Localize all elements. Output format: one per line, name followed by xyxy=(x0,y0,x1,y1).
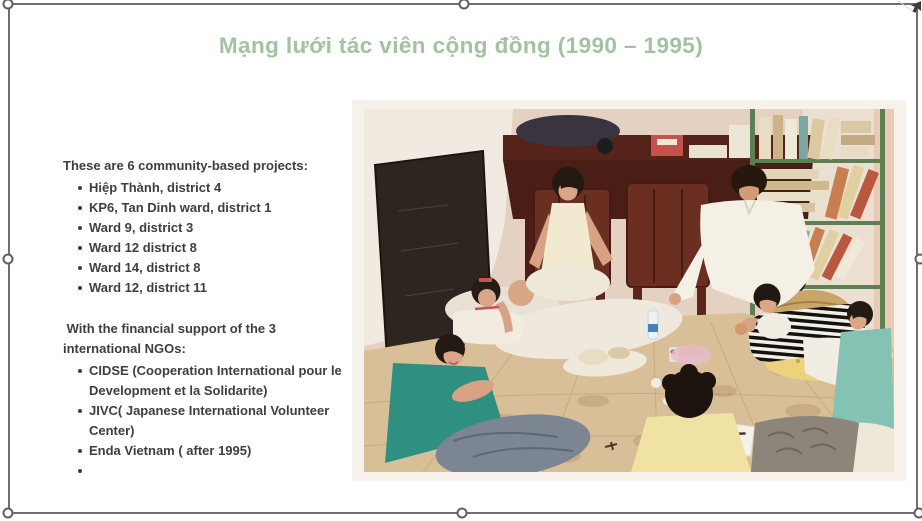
list-item: Ward 12, district 11 xyxy=(78,278,355,298)
slide-title[interactable]: Mạng lưới tác viên cộng đồng (1990 – 1995) xyxy=(218,33,704,58)
list-item: Ward 12 district 8 xyxy=(78,238,355,258)
resize-handle-middle-left[interactable] xyxy=(3,254,14,265)
resize-handle-bottom-center[interactable] xyxy=(457,508,468,519)
gray-bag xyxy=(751,416,859,472)
resize-handle-bottom-left[interactable] xyxy=(3,508,14,519)
list-item: CIDSE (Cooperation International pour le Development et la Solidarite) xyxy=(78,361,355,401)
list-item: Ward 14, district 8 xyxy=(78,258,355,278)
projects-heading: These are 6 community-based projects: xyxy=(63,158,308,173)
photo-illustration xyxy=(353,101,905,480)
ngos-heading: With the financial support of the 3 international NGOs: xyxy=(63,321,280,356)
list-item: Hiệp Thành, district 4 xyxy=(78,178,355,198)
resize-handle-bottom-right[interactable] xyxy=(914,508,922,519)
projects-list xyxy=(63,178,355,298)
list-item: Ward 9, district 3 xyxy=(78,218,355,238)
resize-handle-top-center[interactable] xyxy=(459,0,470,10)
list-item: KP6, Tan Dinh ward, district 1 xyxy=(78,198,355,218)
ngos-list xyxy=(63,361,355,481)
list-item: JIVC( Japanese International Volunteer Center) xyxy=(78,401,355,441)
list-item: Enda Vietnam ( after 1995) xyxy=(78,441,355,461)
resize-handle-top-left[interactable] xyxy=(3,0,14,10)
slide-body-textbox[interactable] xyxy=(63,156,355,481)
list-item xyxy=(78,461,355,481)
mouse-cursor-icon xyxy=(896,0,922,16)
resize-handle-middle-right[interactable] xyxy=(915,254,922,265)
slide-photo[interactable] xyxy=(353,101,905,480)
